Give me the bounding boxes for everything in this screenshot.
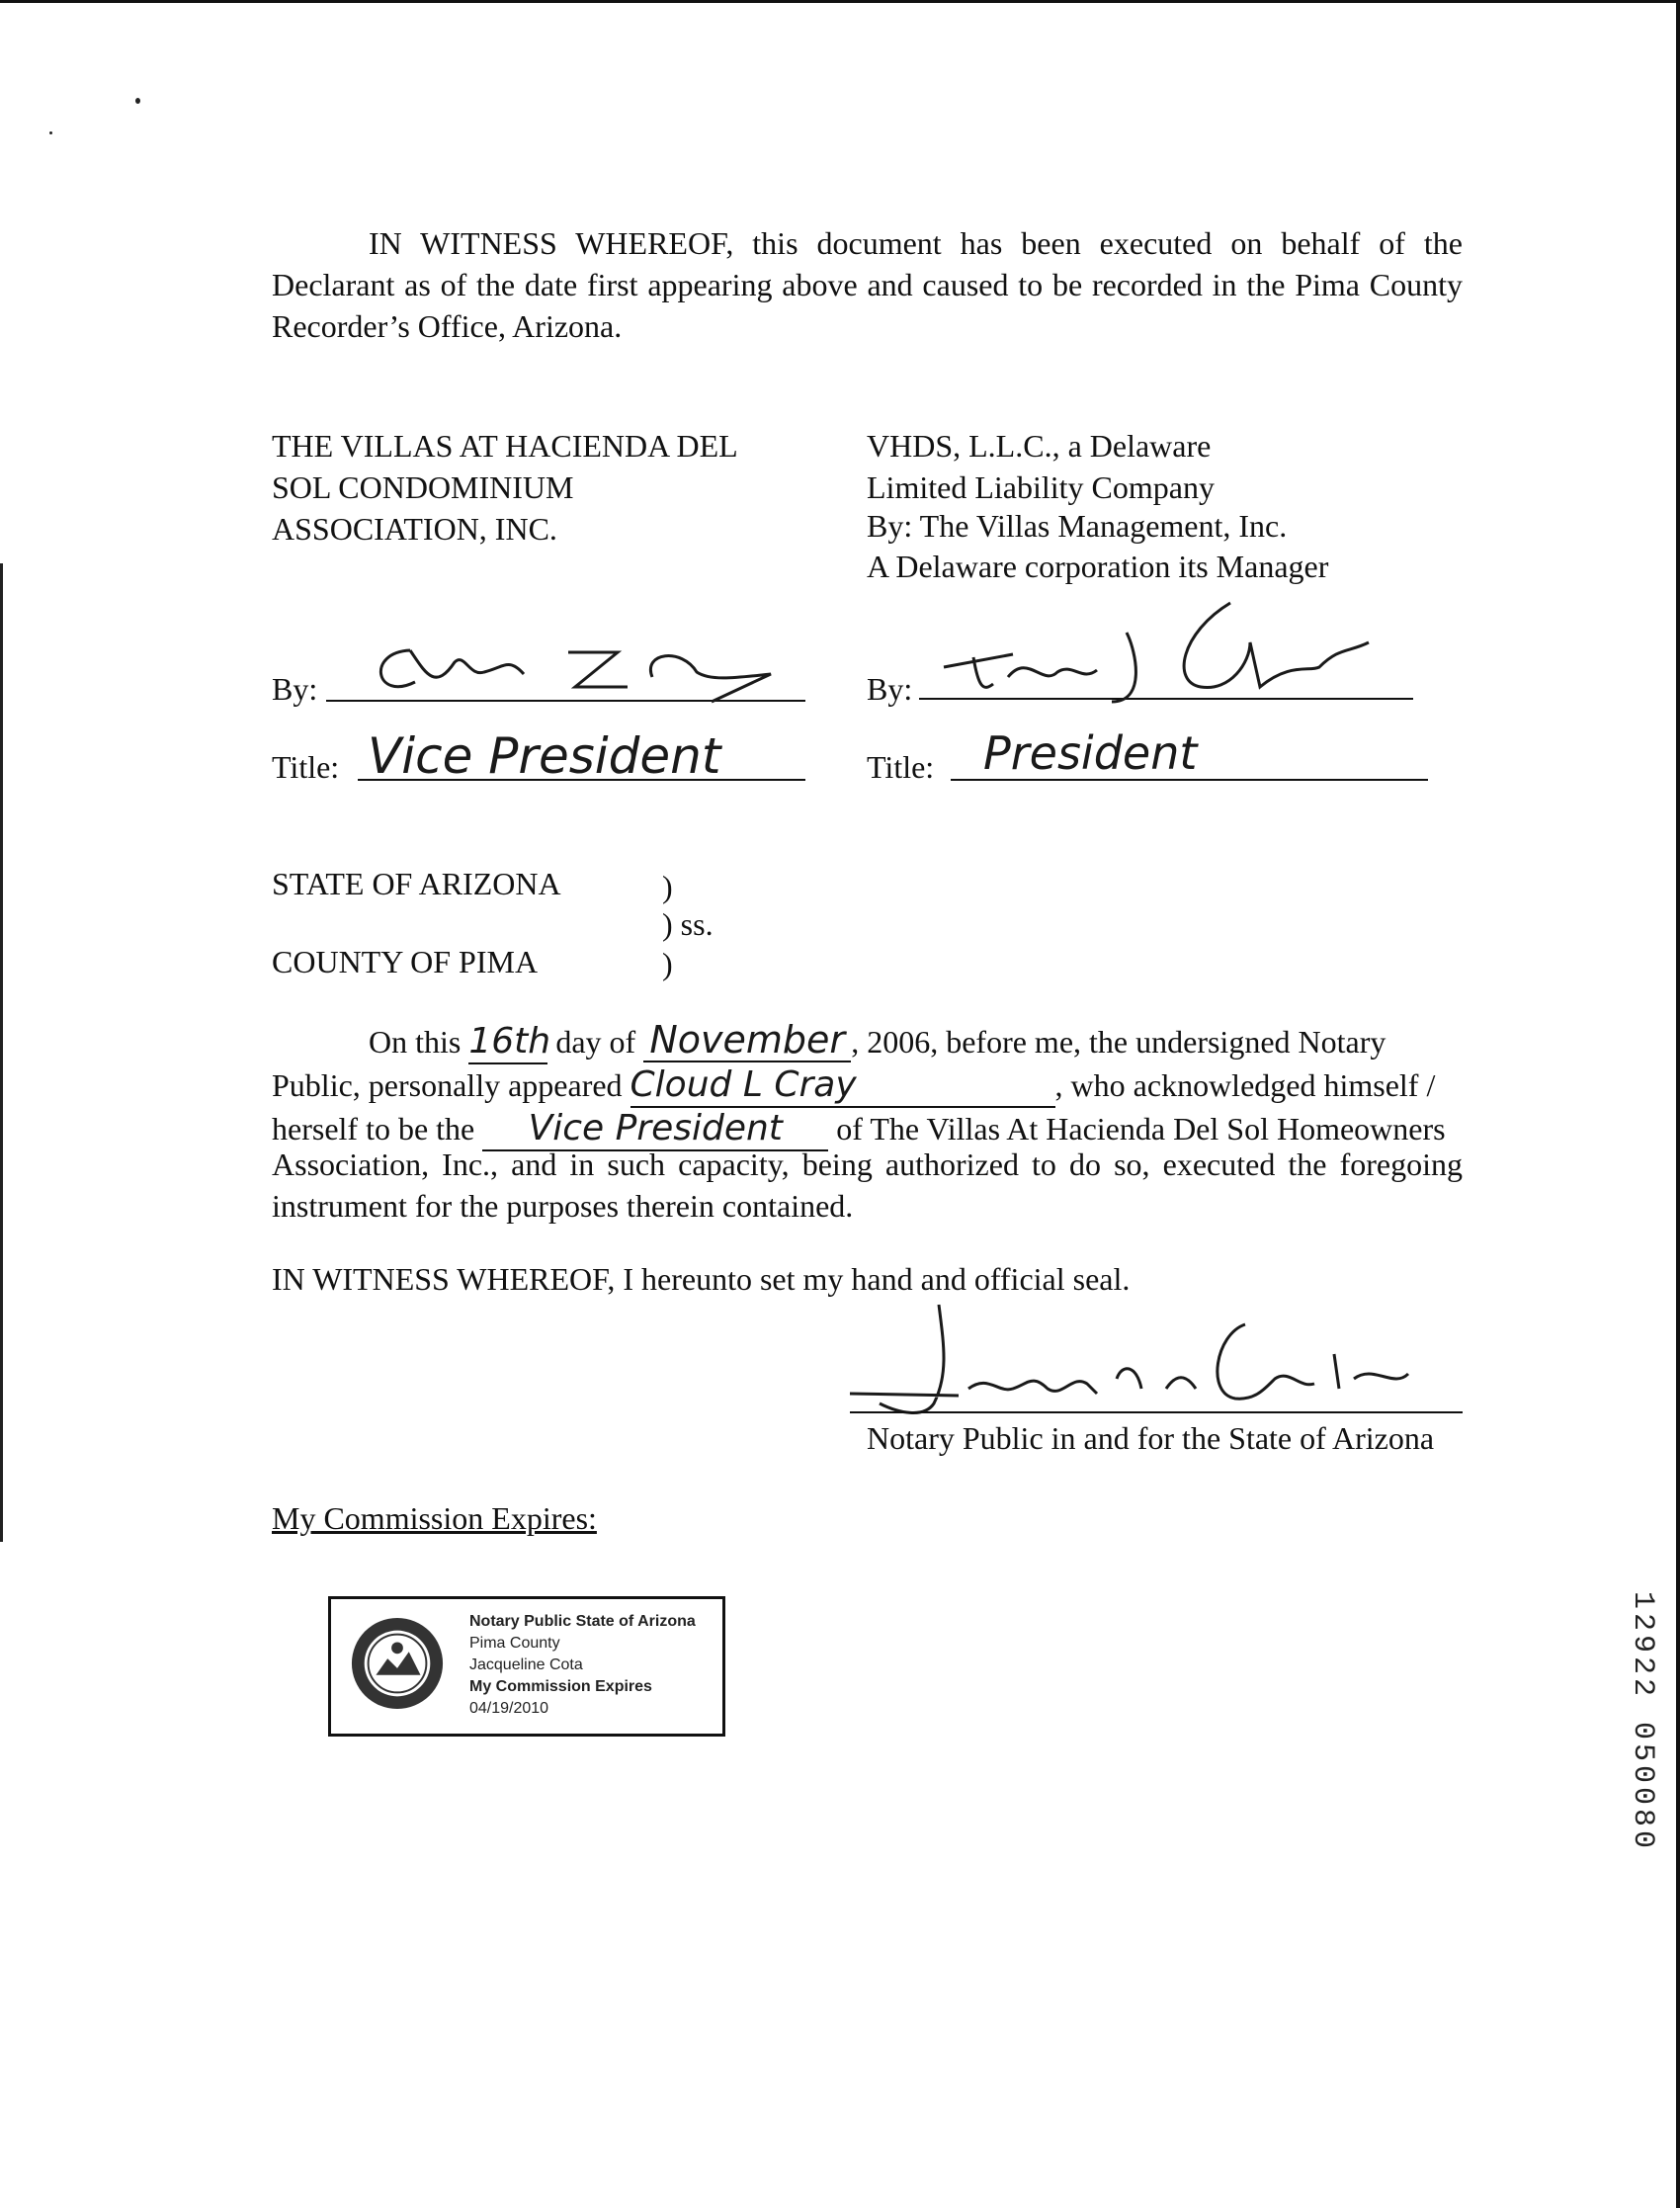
stamp-line-1: Notary Public State of Arizona <box>469 1613 696 1630</box>
right-party-line-3: By: The Villas Management, Inc. <box>867 508 1288 544</box>
notary-signature-line <box>850 1411 1463 1413</box>
right-party-line-1: VHDS, L.L.C., a Delaware <box>867 428 1212 464</box>
stamp-line-2: Pima County <box>469 1635 560 1652</box>
notary-paragraph-cont <box>272 1144 1463 1227</box>
witness-paragraph <box>272 222 1463 347</box>
right-title-label: Title: <box>867 749 935 785</box>
right-party-line-4: A Delaware corporation its Manager <box>867 549 1329 584</box>
left-party-line-1: THE VILLAS AT HACIENDA DEL <box>272 428 738 464</box>
right-title-handwritten: President <box>983 726 1198 780</box>
witness-line-3: Recorder’s Office, Arizona. <box>272 308 623 344</box>
left-title-label: Title: <box>272 749 340 785</box>
notary-text: day of <box>547 1024 644 1060</box>
filled-month: November <box>643 1019 851 1062</box>
venue-county: COUNTY OF PIMA <box>272 944 539 979</box>
scan-edge-right <box>1676 0 1680 2208</box>
filled-name: Cloud L Cray <box>630 1064 1055 1108</box>
scan-speck <box>135 98 140 104</box>
notary-line-5: instrument for the purposes therein contained. <box>272 1188 854 1224</box>
right-by-label: By: <box>867 671 913 707</box>
stamp-line-4: My Commission Expires <box>469 1678 652 1695</box>
notary-text: , who acknowledged himself / <box>1054 1067 1436 1103</box>
left-party-line-2: SOL CONDOMINIUM <box>272 469 574 505</box>
witness-line-2: Declarant as of the date first appearing above and caused to be recorded in the Pima County <box>272 267 1463 302</box>
notary-stamp <box>328 1596 725 1737</box>
notary-witness-statement: IN WITNESS WHEREOF, I hereunto set my hand and official seal. <box>272 1261 1131 1297</box>
notary-line-1 <box>272 1019 1463 1064</box>
notary-text: , 2006, before me, the undersigned Notary <box>851 1024 1386 1060</box>
stamp-text <box>469 1611 696 1720</box>
notary-caption: Notary Public in and for the State of Arizona <box>867 1420 1435 1456</box>
state-seal-icon <box>349 1615 446 1712</box>
notary-text: On this <box>369 1024 469 1060</box>
notary-text: Public, personally appeared <box>272 1067 630 1103</box>
notary-text: herself to be the <box>272 1111 483 1146</box>
notary-line-4: Association, Inc., and in such capacity, being authorized to do so, executed the foregoing <box>272 1146 1463 1182</box>
stamp-line-5: 04/19/2010 <box>469 1700 549 1717</box>
notary-text: of The Villas At Hacienda Del Sol Homeowners <box>828 1111 1446 1146</box>
stamp-line-3: Jacqueline Cota <box>469 1656 583 1673</box>
scan-edge-left <box>0 563 3 1542</box>
right-signature <box>934 593 1428 712</box>
venue-state: STATE OF ARIZONA <box>272 866 561 901</box>
filled-day: 16th <box>468 1021 547 1064</box>
scan-edge-top <box>0 0 1680 3</box>
filled-office: Vice President <box>482 1108 828 1151</box>
commission-expires-label: My Commission Expires: <box>272 1500 597 1536</box>
scan-speck <box>49 131 52 134</box>
right-party-line-2: Limited Liability Company <box>867 469 1215 505</box>
left-signature <box>356 633 791 712</box>
venue-paren-3: ) <box>662 946 673 981</box>
recording-number: 12922 050080 <box>1626 1591 1659 1853</box>
venue-paren-1: ) <box>662 869 673 904</box>
left-by-label: By: <box>272 671 318 707</box>
left-title-handwritten: Vice President <box>368 727 721 785</box>
notary-line-2 <box>272 1064 1463 1108</box>
notary-paragraph <box>272 1019 1463 1151</box>
witness-line-1: IN WITNESS WHEREOF, this document has been executed on behalf of the <box>369 225 1463 261</box>
left-party-line-3: ASSOCIATION, INC. <box>272 511 557 547</box>
venue-ss: ) ss. <box>662 906 714 942</box>
